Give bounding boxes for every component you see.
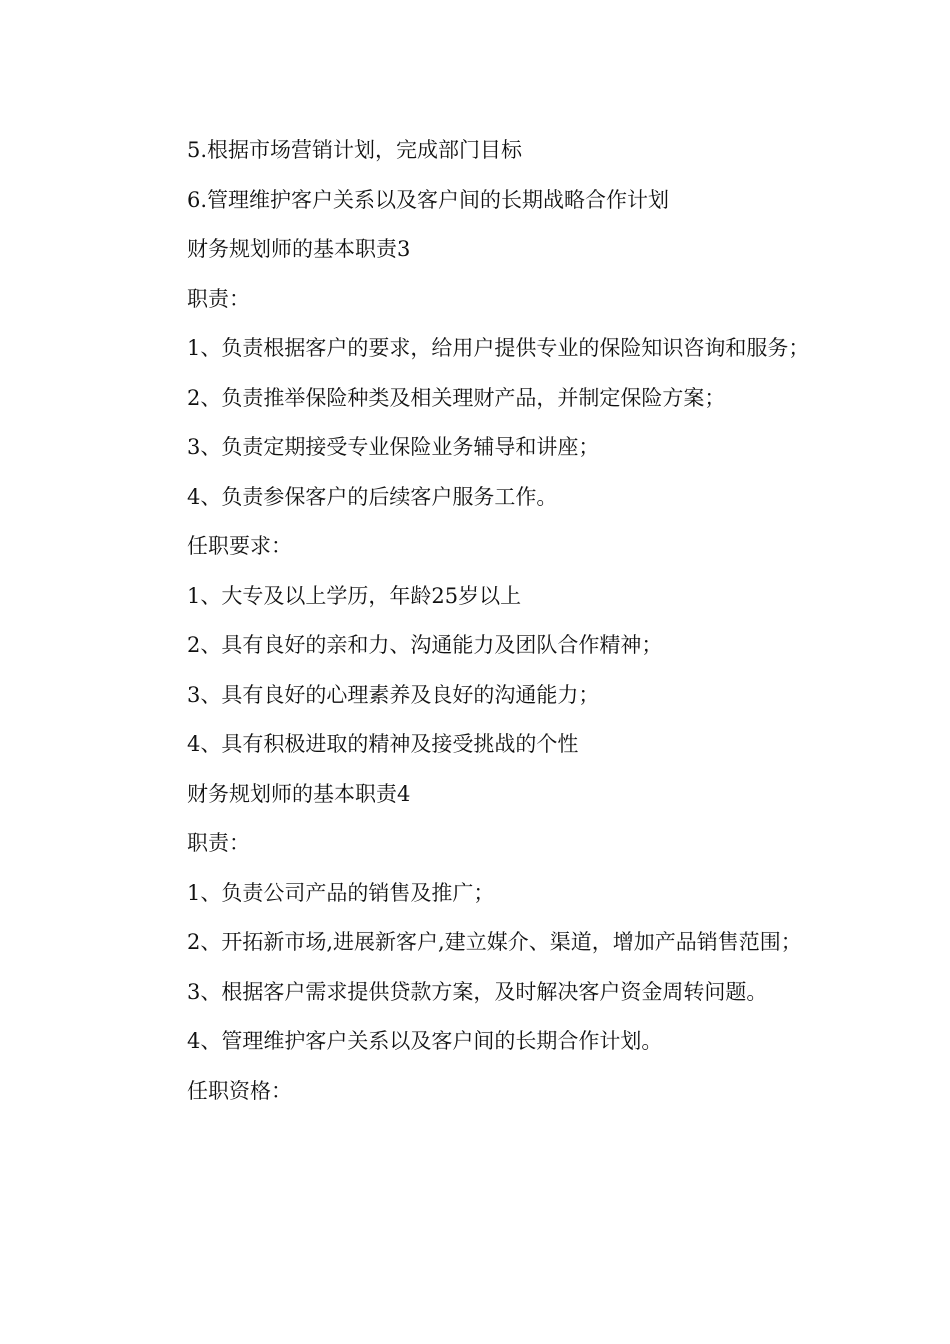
requirement-item-1: 1、大专及以上学历，年龄25岁以上 [187, 583, 522, 608]
duty-item-4: 4、负责参保客户的后续客户服务工作。 [187, 484, 558, 509]
paragraph-goal-6: 6.管理维护客户关系以及客户间的长期战略合作计划 [187, 187, 670, 212]
requirement-item-4: 4、具有积极进取的精神及接受挑战的个性 [187, 732, 579, 756]
duties-label-2: 职责： [187, 831, 250, 855]
duties-label: 职责： [187, 286, 250, 311]
duty-item-3: 3、负责定期接受专业保险业务辅导和讲座； [187, 435, 600, 459]
duty-item-2-1: 1、负责公司产品的销售及推广； [187, 880, 495, 905]
section-heading-3: 财务规划师的基本职责3 [187, 237, 411, 261]
requirement-item-2: 2、具有良好的亲和力、沟通能力及团队合作精神； [187, 633, 663, 657]
requirement-item-3: 3、具有良好的心理素养及良好的沟通能力； [187, 682, 600, 707]
requirements-label: 任职要求： [187, 534, 292, 558]
qualifications-label: 任职资格： [187, 1078, 292, 1103]
duty-item-2-4: 4、管理维护客户关系以及客户间的长期合作计划。 [187, 1029, 663, 1053]
duty-item-2: 2、负责推举保险种类及相关理财产品，并制定保险方案； [187, 385, 726, 410]
duty-item-1: 1、负责根据客户的要求，给用户提供专业的保险知识咨询和服务； [187, 336, 810, 360]
section-heading-4: 财务规划师的基本职责4 [187, 781, 411, 806]
duty-item-2-2: 2、开拓新市场,进展新客户,建立媒介、渠道，增加产品销售范围； [187, 930, 802, 954]
document-body [145, 126, 815, 1116]
duty-item-2-3: 3、根据客户需求提供贷款方案，及时解决客户资金周转问题。 [187, 979, 768, 1004]
paragraph-goal-5: 5.根据市场营销计划，完成部门目标 [187, 138, 523, 162]
